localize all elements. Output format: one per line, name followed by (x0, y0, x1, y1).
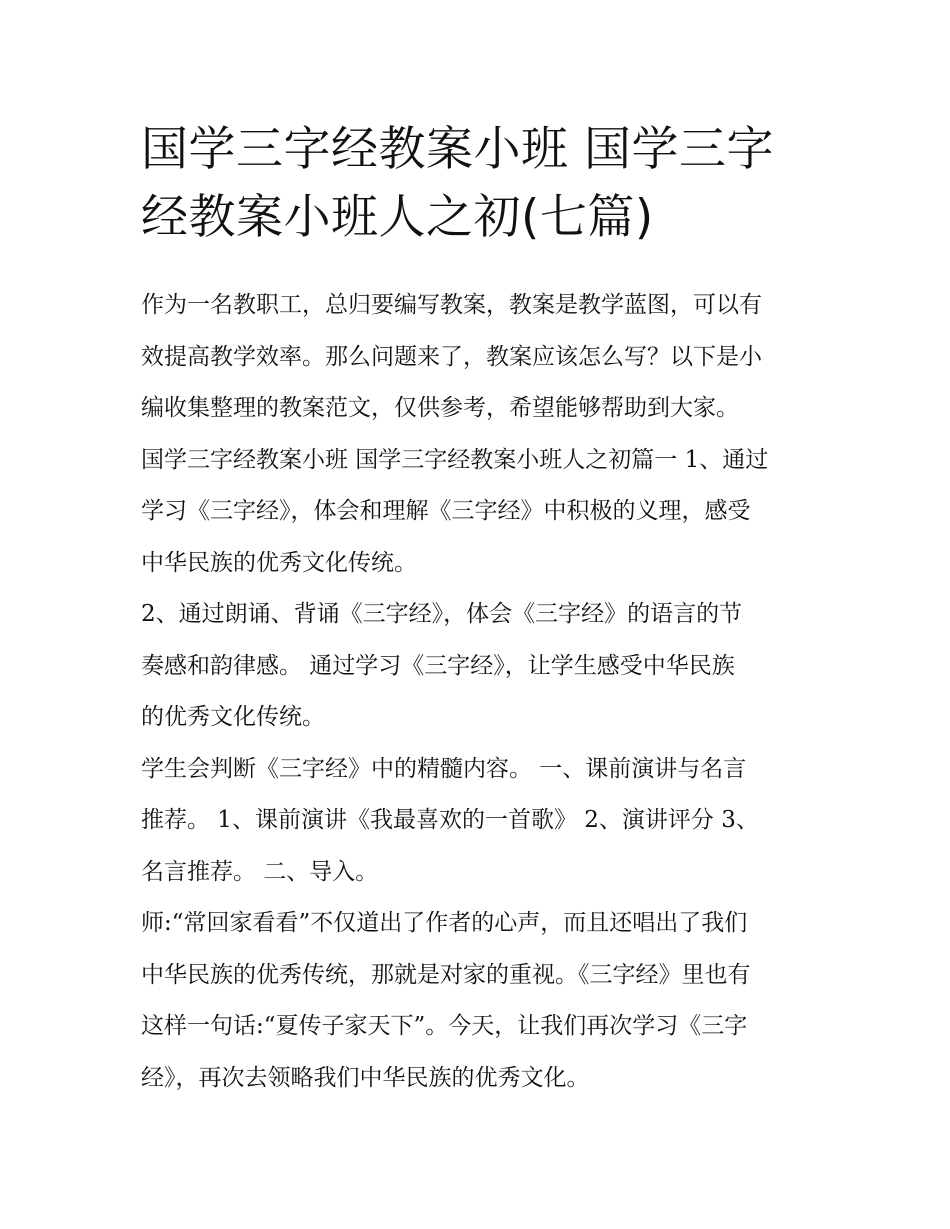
text-line: 名言推荐。 二、导入。 (141, 858, 379, 885)
text-line: 作为一名教职工，总归要编写教案，教案是教学蓝图，可以有 (141, 292, 762, 318)
text-line: 编收集整理的教案范文，仅供参考，希望能够帮助到大家。 (141, 395, 739, 421)
paragraph-objective-1 (141, 435, 821, 590)
text-line: 经》，再次去领略我们中华民族的优秀文化。 (141, 1064, 590, 1091)
text-line: 奏感和韵律感。 通过学习《三字经》，让学生感受中华民族 (141, 652, 735, 679)
title-line: 国学三字经教案小班 国学三字 (141, 122, 774, 177)
text-line: 这样一句话:“夏传子家天下”。今天，让我们再次学习《三字 (141, 1013, 748, 1039)
text-line: 2、通过朗诵、背诵《三字经》，体会《三字经》的语言的节 (141, 601, 743, 627)
text-line: 中华民族的优秀文化传统。 (141, 549, 417, 576)
text-line: 师:“常回家看看”不仅道出了作者的心声，而且还唱出了我们 (141, 910, 748, 936)
paragraph-teacher-intro (141, 898, 821, 1104)
paragraph-intro (141, 280, 821, 435)
document-body (141, 280, 821, 1104)
text-line: 推荐。 1、课前演讲《我最喜欢的一首歌》 2、演讲评分 3、 (141, 807, 759, 833)
text-line: 的优秀文化传统。 (141, 704, 325, 730)
paragraph-procedure (141, 744, 821, 899)
text-line: 学生会判断《三字经》中的精髓内容。 一、课前演讲与名言 (141, 755, 747, 782)
text-line: 学习《三字经》，体会和理解《三字经》中积极的义理，感受 (141, 498, 751, 524)
text-line: 国学三字经教案小班 国学三字经教案小班人之初篇一 1、通过 (141, 446, 769, 473)
paragraph-objective-2 (141, 589, 821, 744)
text-line: 效提高教学效率。那么问题来了，教案应该怎么写？以下是小 (141, 343, 762, 370)
title-line: 经教案小班人之初(七篇) (141, 190, 654, 245)
text-line: 中华民族的优秀传统，那就是对家的重视。《三字经》里也有 (141, 961, 751, 988)
document-title (141, 116, 821, 252)
